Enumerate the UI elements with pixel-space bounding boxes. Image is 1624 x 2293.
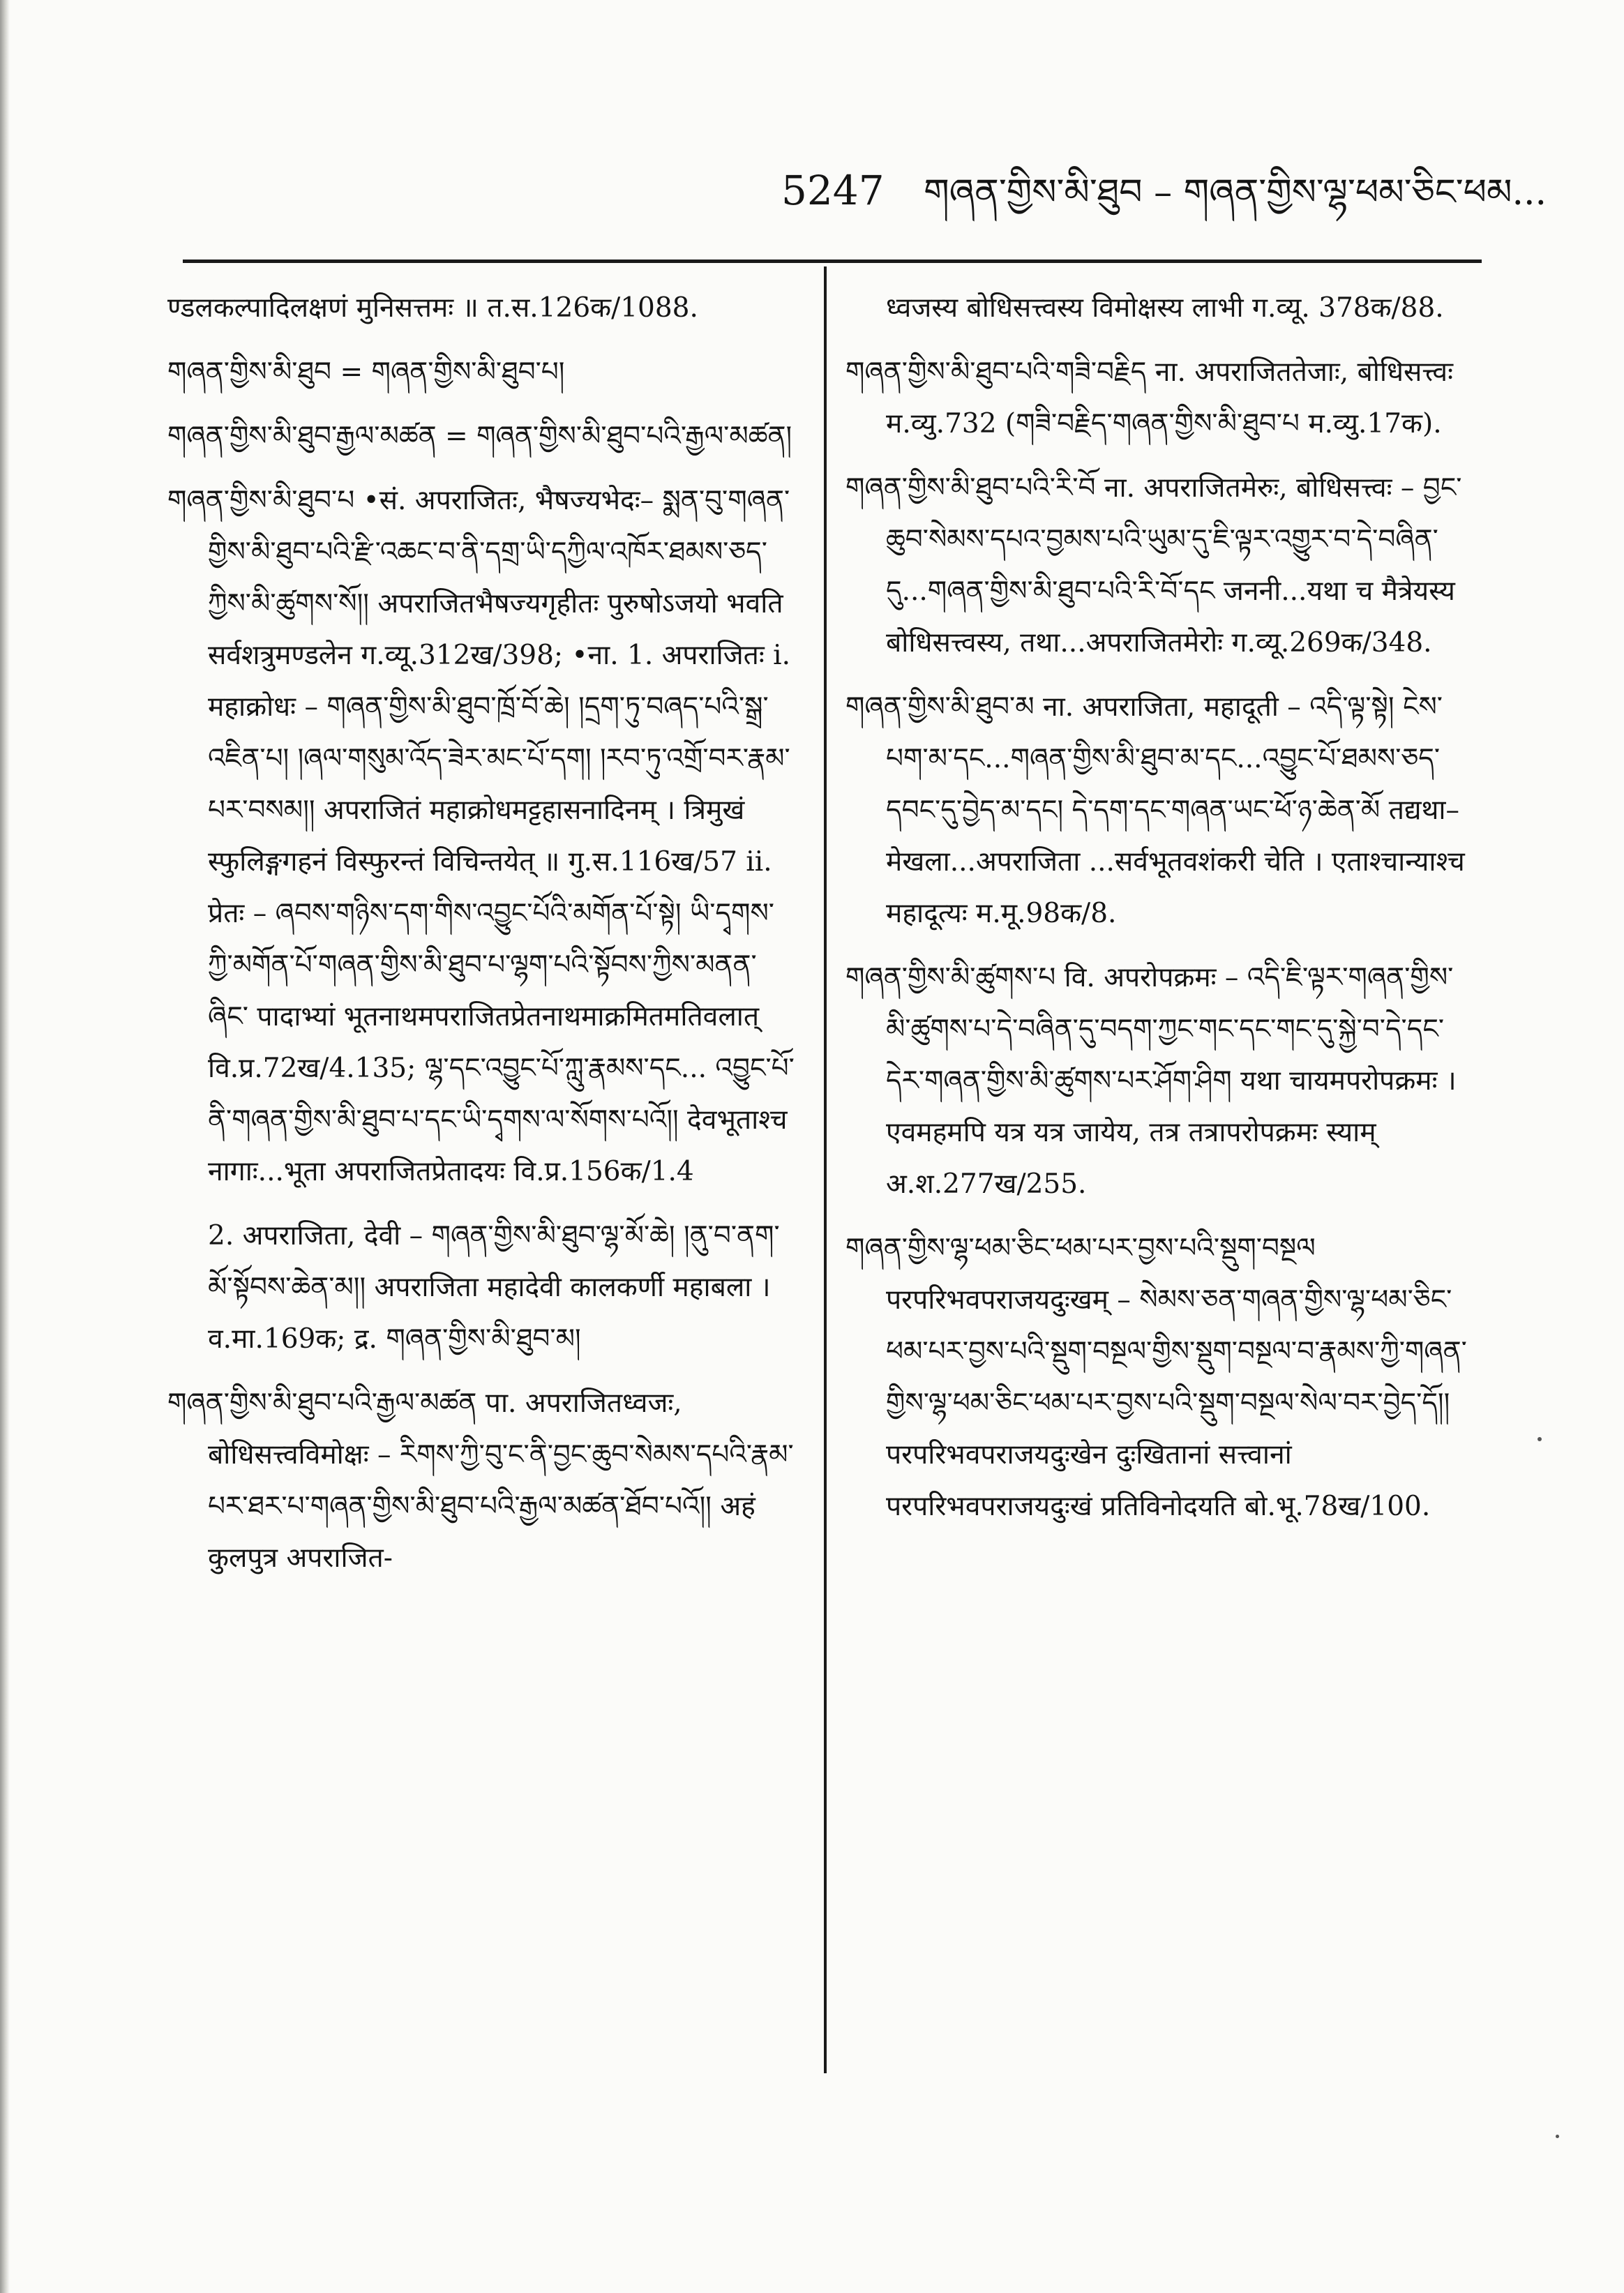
dictionary-entry: ध्वजस्य बोधिसत्त्वस्य विमोक्षस्य लाभी ग.व्यू. 378क/88. (886, 292, 1444, 324)
page-header (781, 152, 1547, 215)
header-rule (183, 260, 1482, 263)
dictionary-entry: གཞན་གྱིས་མི་ཐུབ་པའི་གཟི་བརྗིད ना. अपराजिततेजाः, बोधिसत्त्वः म.व्यु.732 (གཟི་བརྗིད་གཞན་གྱིས་མི་ཐུབ་པ म.व्यु.17क). (845, 356, 1453, 439)
dictionary-entry: 2. अपराजिता, देवी – གཞན་གྱིས་མི་ཐུབ་ལྷ་མོ་ཆེ། །ནུ་བ་ནག་མོ་སྟོབས་ཆེན་མ།། अपराजिता महादेवी कालकर्णी महाबला । व.मा.169क; द्र. གཞན་གྱིས་མི་ཐུབ་མ། (208, 1220, 780, 1355)
dictionary-entry: གཞན་གྱིས་མི་ཐུབ་པ •सं. अपराजितः, भैषज्यभेदः– སྨན་བུ་གཞན་གྱིས་མི་ཐུབ་པའི་རྫི་འཆང་བ་ནི་དགྲ་ཡི་དཀྱིལ་འཁོར་ཐམས་ཅད་ཀྱིས་མི་ཚུགས་སོ།། अपराजितभैषज्यगृहीतः पुरुषोऽजयो भवति सर्वशत्रुमण्डलेन ग.व्यू.312ख/398; •ना. 1. अपराजितः i. महाक्रोधः – གཞན་གྱིས་མི་ཐུབ་ཁྲོ་བོ་ཆེ། །དྲག་ཏུ་བཞད་པའི་སྒྲ་འཇིན་པ། །ཞལ་གསུམ་འོད་ཟེར་མང་པོ་དག། །རབ་ཏུ་འགྲོ་བར་རྣམ་པར་བསམ།། अपराजितं महाक्रोधमट्टहासनादिनम् । त्रिमुखं स्फुलिङ्गगहनं विस्फुरन्तं विचिन्तयेत् ॥ गु.स.116ख/57 ii. प्रेतः – ཞབས་གཉིས་དག་གིས་འབྱུང་པོའི་མགོན་པོ་སྟེ། ཡི་དྭགས་ཀྱི་མགོན་པོ་གཞན་གྱིས་མི་ཐུབ་པ་ལྷག་པའི་སྟོབས་ཀྱིས་མནན་ཞིང་ पादाभ्यां भूतनाथमपराजितप्रेतनाथमाक्रमितमतिवलात् वि.प्र.72ख/4.135; ལྷ་དང་འབྱུང་པོ་ཀླུ་རྣམས་དང... འབྱུང་པོ་ནི་གཞན་གྱིས་མི་ཐུབ་པ་དང་ཡི་དྭགས་ལ་སོགས་པའོ།། देवभूताश्च नागाः...भूता अपराजितप्रेतादयः वि.प्र.156क/1.4 (167, 485, 795, 1187)
left-column (167, 283, 795, 1597)
right-column (845, 283, 1473, 1545)
dictionary-entry: གཞན་གྱིས་མི་ཐུབ་པའི་རི་བོ ना. अपराजितमेरुः, बोधिसत्त्वः – བྱང་ཆུབ་སེམས་དཔའ་བྱམས་པའི་ཡུམ་དུ་ཇི་ལྟར་འགྱུར་བ་དེ་བཞིན་དུ...གཞན་གྱིས་མི་ཐུབ་པའི་རི་བོ་དང जननी...यथा च मैत्रेयस्य बोधिसत्त्वस्य, तथा...अपराजितमेरोः ग.व्यू.269क/348. (845, 472, 1462, 659)
scan-speck (1537, 1437, 1542, 1441)
dictionary-entry: གཞན་གྱིས་ལྷ་ཕམ་ཅིང་ཕམ་པར་བྱས་པའི་སྡུག་བསྔལ परपरिभवपराजयदुःखम् – སེམས་ཅན་གཞན་གྱིས་ལྷ་ཕམ་ཅིང་ཕམ་པར་བྱས་པའི་སྡུག་བསྔལ་གྱིས་སྡུག་བསྔལ་བ་རྣམས་ཀྱི་གཞན་གྱིས་ལྷ་ཕམ་ཅིང་ཕམ་པར་བྱས་པའི་སྡུག་བསྔལ་སེལ་བར་བྱེད་དོ།། परपरिभवपराजयदुःखेन दुःखितानां सत्त्वानां परपरिभवपराजयदुःखं प्रतिविनोदयति बो.भू.78ख/100. (845, 1233, 1467, 1522)
dictionary-entry: གཞན་གྱིས་མི་ཐུབ = གཞན་གྱིས་མི་ཐུབ་པ། (167, 356, 565, 388)
scan-edge (0, 0, 10, 2293)
dictionary-entry: གཞན་གྱིས་མི་ཐུབ་མ ना. अपराजिता, महादूती – འདི་ལྟ་སྟེ། ངེས་པག་མ་དང...གཞན་གྱིས་མི་ཐུབ་མ་དང...འབྱུང་པོ་ཐམས་ཅད་དབང་དུ་བྱེད་མ་དང། དེ་དག་དང་གཞན་ཡང་ཕོ་ཉ་ཆེན་མོ तद्यथा–मेखला...अपराजिता ...सर्वभूतवशंकरी चेति । एताश्चान्याश्च महादूत्यः म.मू.98क/8. (845, 691, 1465, 929)
running-title: གཞན་གྱིས་མི་ཐུབ – གཞན་གྱིས་ལྷ་ཕམ་ཅིང་ཕམ... (924, 172, 1547, 213)
dictionary-entry: གཞན་གྱིས་མི་ཚུགས་པ वि. अपरोपक्रमः – འདི་ཇི་ལྟར་གཞན་གྱིས་མི་ཚུགས་པ་དེ་བཞིན་དུ་བདག་ཀྱང་གང་དང་གང་དུ་སྐྱེ་བ་དེ་དང་དེར་གཞན་གྱིས་མི་ཚུགས་པར་ཤོག་ཤིག यथा चायमपरोपक्रमः । एवमहमपि यत्र यत्र जायेय, तत्र तत्रापरोपक्रमः स्याम् अ.श.277ख/255. (845, 962, 1457, 1200)
dictionary-entry: གཞན་གྱིས་མི་ཐུབ་པའི་རྒྱལ་མཚན पा. अपराजितध्वजः, बोधिसत्त्वविमोक्षः – རིགས་ཀྱི་བུ་ང་ནི་བྱང་ཆུབ་སེམས་དཔའི་རྣམ་པར་ཐར་པ་གཞན་གྱིས་མི་ཐུབ་པའི་རྒྱལ་མཚན་ཐོབ་པའོ།། अहं कुलपुत्र अपराजित- (167, 1388, 794, 1574)
dictionary-entry: ण्डलकल्पादिलक्षणं मुनिसत्तमः ॥ त.स.126क/1088. (167, 292, 698, 324)
dictionary-entry: གཞན་གྱིས་མི་ཐུབ་རྒྱལ་མཚན = གཞན་གྱིས་མི་ཐུབ་པའི་རྒྱལ་མཚན། (167, 421, 792, 452)
scan-speck (1556, 2135, 1559, 2138)
page-number: 5247 (781, 167, 885, 214)
column-divider (824, 266, 827, 2073)
